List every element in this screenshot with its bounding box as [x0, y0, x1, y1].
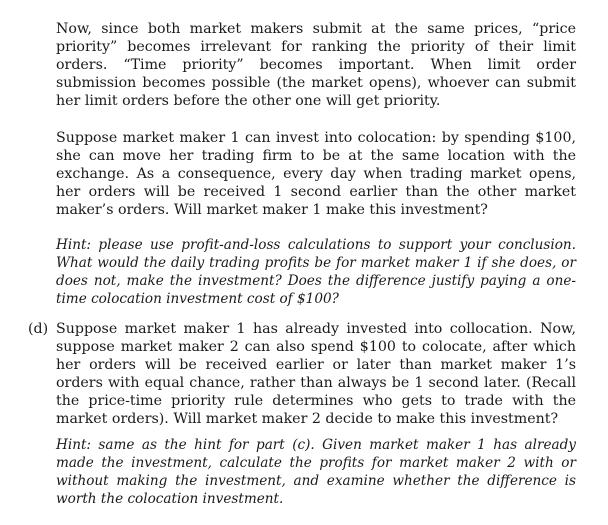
paragraph-price-priority: Now, since both market makers submit at the same prices, “price priority” becomes irrelevant for ranking the priority of their limit orders. “Time priority” becomes important. When limit order submission becomes possible (the market opens), whoever can submit her limit orders before the other one will get priority.: [56, 21, 576, 109]
hint-part-d: Hint: same as the hint for part (c). Given market maker 1 has already made the investment, calculate the profits for market maker 2 with or without making the investment, and examine whether the difference is worth the colocation investment.: [56, 437, 576, 507]
paragraph-part-d: Suppose market maker 1 has already invested into collocation. Now, suppose market maker 2 can also spend $100 to colocate, after which her orders will be received earlier or later than market maker 1’s orders with equal chance, rather than always be 1 second later. (Recall the price-time priority rule determines who gets to trade with the market orders). Will market maker 2 decide to make this investment?: [56, 321, 576, 427]
paragraph-colocation-question: Suppose market maker 1 can invest into colocation: by spending $100, she can move her trading firm to be at the same location with the exchange. As a consequence, every day when trading market opens, her orders will be received 1 second earlier than the other market maker’s orders. Will market maker 1 make this investment?: [56, 130, 576, 218]
hint-part-c: Hint: please use profit-and-loss calculations to support your conclusion. What would the daily trading profits be for market maker 1 if she does, or does not, make the investment? Does the difference justify paying a one-time colocation investment cost of $100?: [56, 237, 576, 307]
part-d-label: (d): [28, 321, 49, 337]
